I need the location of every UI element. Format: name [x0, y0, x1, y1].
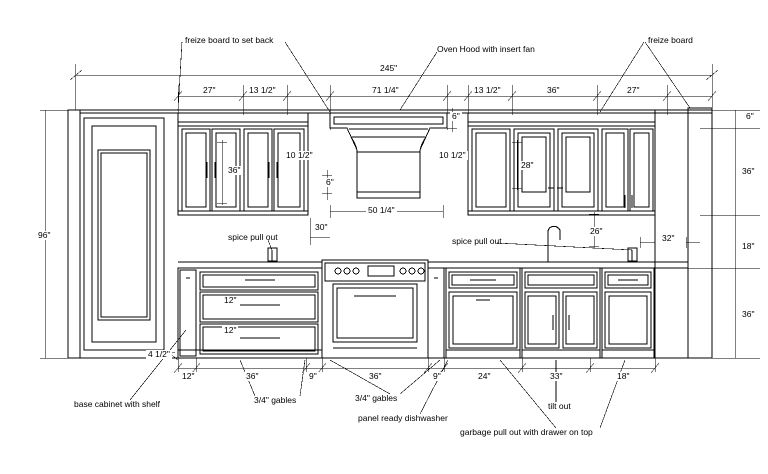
annotation-garbage-pull-out: garbage pull out with drawer on top — [460, 427, 593, 437]
dimension-30: 30" — [315, 222, 328, 232]
dimension-24: 24" — [478, 371, 491, 381]
dimension-36-base-1: 36" — [246, 371, 259, 381]
dimension-10-5-left: 10 1/2" — [286, 150, 313, 160]
annotation-base-cabinet-with-shelf: base cabinet with shelf — [74, 399, 160, 409]
dimension-32: 32" — [662, 233, 675, 243]
dimension-26: 26" — [590, 226, 603, 236]
dimension-50-25: 50 1/4" — [368, 205, 395, 215]
dimension-6-right: 6" — [746, 111, 754, 121]
dimension-6-hood-bottom: 6" — [326, 177, 334, 187]
dimension-18-right: 18" — [742, 241, 755, 251]
dimension-36-top: 36" — [547, 85, 560, 95]
annotation-oven-hood: Oven Hood with insert fan — [437, 44, 535, 54]
dimension-36-right-top: 36" — [742, 166, 755, 176]
annotation-gables-left: 3/4" gables — [254, 395, 297, 405]
dimension-9-left: 9" — [309, 371, 317, 381]
dimension-4-5: 4 1/2" — [148, 349, 170, 359]
dimension-12-drawer-1: 12" — [224, 295, 237, 305]
annotation-panel-ready-dishwasher: panel ready dishwasher — [358, 413, 448, 423]
annotation-spice-pull-out-left: spice pull out — [228, 232, 278, 242]
dimension-27-left: 27" — [203, 85, 216, 95]
dimension-9-right: 9" — [433, 371, 441, 381]
annotation-tilt-out: tilt out — [548, 401, 571, 411]
annotation-spice-pull-out-right: spice pull out — [452, 236, 502, 246]
dimension-12-drawer-2: 12" — [224, 325, 237, 335]
dimension-33: 33" — [550, 371, 563, 381]
dimension-36-right-bottom: 36" — [742, 309, 755, 319]
annotation-freize-board: freize board — [648, 35, 693, 45]
dimension-13-5-right: 13 1/2" — [474, 85, 501, 95]
dimension-245: 245" — [380, 63, 398, 73]
dimension-96: 96" — [38, 230, 51, 240]
dimension-6-hood-top: 6" — [452, 111, 460, 121]
dimension-12-base: 12" — [182, 371, 195, 381]
dimension-36-range: 36" — [369, 371, 382, 381]
dimension-10-5-right: 10 1/2" — [439, 150, 466, 160]
dimension-13-5-left: 13 1/2" — [249, 85, 276, 95]
dimension-36-upper-left: 36" — [228, 165, 241, 175]
dimension-18-base: 18" — [617, 371, 630, 381]
dimension-28: 28" — [521, 160, 534, 170]
dimension-71-25: 71 1/4" — [372, 85, 399, 95]
annotation-gables-right: 3/4" gables — [355, 393, 398, 403]
dimension-27-right: 27" — [627, 85, 640, 95]
annotation-freize-board-set-back: freize board to set back — [185, 35, 274, 45]
